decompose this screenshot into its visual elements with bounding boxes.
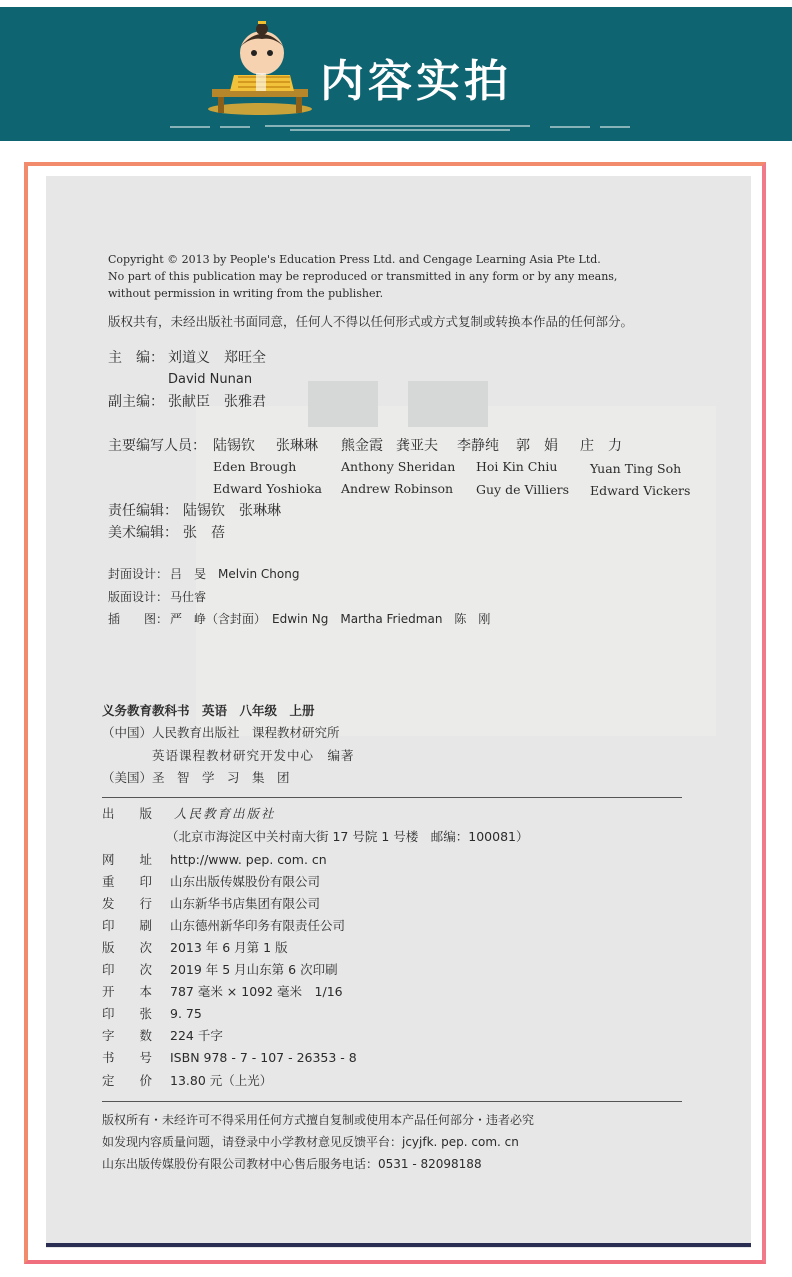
info-value: 13.80 元（上光） <box>170 1073 273 1088</box>
copyright-en-line2: No part of this publication may be reproduced or transmitted in any form or by any means, <box>108 270 618 283</box>
info-label: 字 数 <box>102 1028 153 1043</box>
art-editor-names: 张 蓓 <box>183 525 225 541</box>
info-label: 出 版 <box>102 806 153 821</box>
info-label: 印 次 <box>102 962 153 977</box>
header-banner <box>0 7 792 141</box>
info-value: 9. 75 <box>170 1006 202 1021</box>
writer-name: Yuan Ting Soh <box>590 461 682 476</box>
info-label: 版 次 <box>102 940 153 955</box>
info-label: 定 价 <box>102 1073 153 1088</box>
chief-editor-names: 刘道义 郑旺全 <box>168 350 266 366</box>
divider-top <box>102 797 682 798</box>
publisher-line2: 英语课程教材研究开发中心 编著 <box>152 748 355 763</box>
writer-name: Guy de Villiers <box>476 482 570 497</box>
info-label: 书 号 <box>102 1050 153 1065</box>
info-label: 开 本 <box>102 984 153 999</box>
deputy-editor-label: 副主编： <box>108 394 164 410</box>
cover-design-label: 封面设计： <box>108 567 169 581</box>
info-value: 787 毫米 × 1092 毫米 1/16 <box>170 984 343 999</box>
layout-design-names: 马仕睿 <box>170 590 207 604</box>
layout-design-label: 版面设计： <box>108 590 169 604</box>
writer-name: 陆锡钦 <box>213 438 255 454</box>
info-label: 发 行 <box>102 896 153 911</box>
info-value: 224 千字 <box>170 1028 223 1043</box>
watermark-mark-icon <box>298 371 508 431</box>
publisher-line3: （美国）圣 智 学 习 集 团 <box>102 770 290 785</box>
writer-name: Edward Vickers <box>590 483 691 498</box>
writer-name: 郭 娟 <box>516 438 558 454</box>
editor-names: 陆锡钦 张琳琳 <box>183 503 281 519</box>
writer-name: 李静纯 <box>457 438 499 454</box>
info-label: 重 印 <box>102 874 153 889</box>
chief-editor-name2: David Nunan <box>168 372 253 387</box>
book-title: 义务教育教科书 英语 八年级 上册 <box>102 703 315 718</box>
banner-divider <box>170 125 630 133</box>
info-label: 印 张 <box>102 1006 153 1021</box>
cover-design-names: 吕 旻 Melvin Chong <box>170 567 300 581</box>
info-value: 山东德州新华印务有限责任公司 <box>170 918 346 933</box>
writer-name: 龚亚夫 <box>396 438 438 454</box>
writer-name: Hoi Kin Chiu <box>476 459 558 474</box>
binding-edge <box>46 1243 751 1247</box>
writers-label: 主要编写人员： <box>108 438 206 454</box>
reading-boy-mascot-icon <box>204 19 316 119</box>
info-value: 2019 年 5 月山东第 6 次印刷 <box>170 962 338 977</box>
info-value: 2013 年 6 月第 1 版 <box>170 940 288 955</box>
info-value: http://www. pep. com. cn <box>170 852 327 867</box>
divider-bottom <box>102 1101 682 1102</box>
info-label: 印 刷 <box>102 918 153 933</box>
info-label: 网 址 <box>102 852 153 867</box>
footer-service-phone: 山东出版传媒股份有限公司教材中心售后服务电话：0531 - 82098188 <box>102 1157 482 1171</box>
banner-title: 内容实拍 <box>320 56 512 107</box>
info-value: 山东出版传媒股份有限公司 <box>170 874 321 889</box>
copyright-en-line3: without permission in writing from the publisher. <box>108 287 384 300</box>
art-editor-label: 美术编辑： <box>108 525 178 541</box>
footer-feedback: 如发现内容质量问题，请登录中小学教材意见反馈平台：jcyjfk. pep. com. cn <box>102 1135 519 1149</box>
copyright-en-line1: Copyright © 2013 by People's Education Press Ltd. and Cengage Learning Asia Pte Ltd. <box>108 253 601 266</box>
publisher-line1: （中国）人民教育出版社 课程教材研究所 <box>102 725 340 740</box>
info-value: ISBN 978 - 7 - 107 - 26353 - 8 <box>170 1050 357 1065</box>
writer-name: 庄 力 <box>580 438 622 454</box>
writer-name: Anthony Sheridan <box>341 459 456 474</box>
writer-name: Eden Brough <box>213 459 297 474</box>
footer-rights: 版权所有・未经许可不得采用任何方式擅自复制或使用本产品任何部分・违者必究 <box>102 1113 535 1127</box>
info-value: 山东新华书店集团有限公司 <box>170 896 321 911</box>
writer-name: Andrew Robinson <box>341 481 454 496</box>
writer-name: 熊金霞 <box>341 438 383 454</box>
illustration-names: 严 峥（含封面） Edwin Ng Martha Friedman 陈 刚 <box>170 612 491 626</box>
chief-editor-label: 主 编： <box>108 350 164 366</box>
deputy-editor-names: 张献臣 张雅君 <box>168 394 266 410</box>
writer-name: Edward Yoshioka <box>213 481 322 496</box>
copyright-page <box>46 176 751 1248</box>
illustration-label: 插 图： <box>108 612 169 626</box>
writer-name: 张琳琳 <box>276 438 318 454</box>
copyright-cn: 版权共有，未经出版社书面同意，任何人不得以任何形式或方式复制或转换本作品的任何部分。 <box>108 314 634 329</box>
editor-label: 责任编辑： <box>108 503 178 519</box>
info-value: （北京市海淀区中关村南大街 17 号院 1 号楼 邮编：100081） <box>166 829 529 844</box>
info-value: 人民教育出版社 <box>174 806 276 821</box>
